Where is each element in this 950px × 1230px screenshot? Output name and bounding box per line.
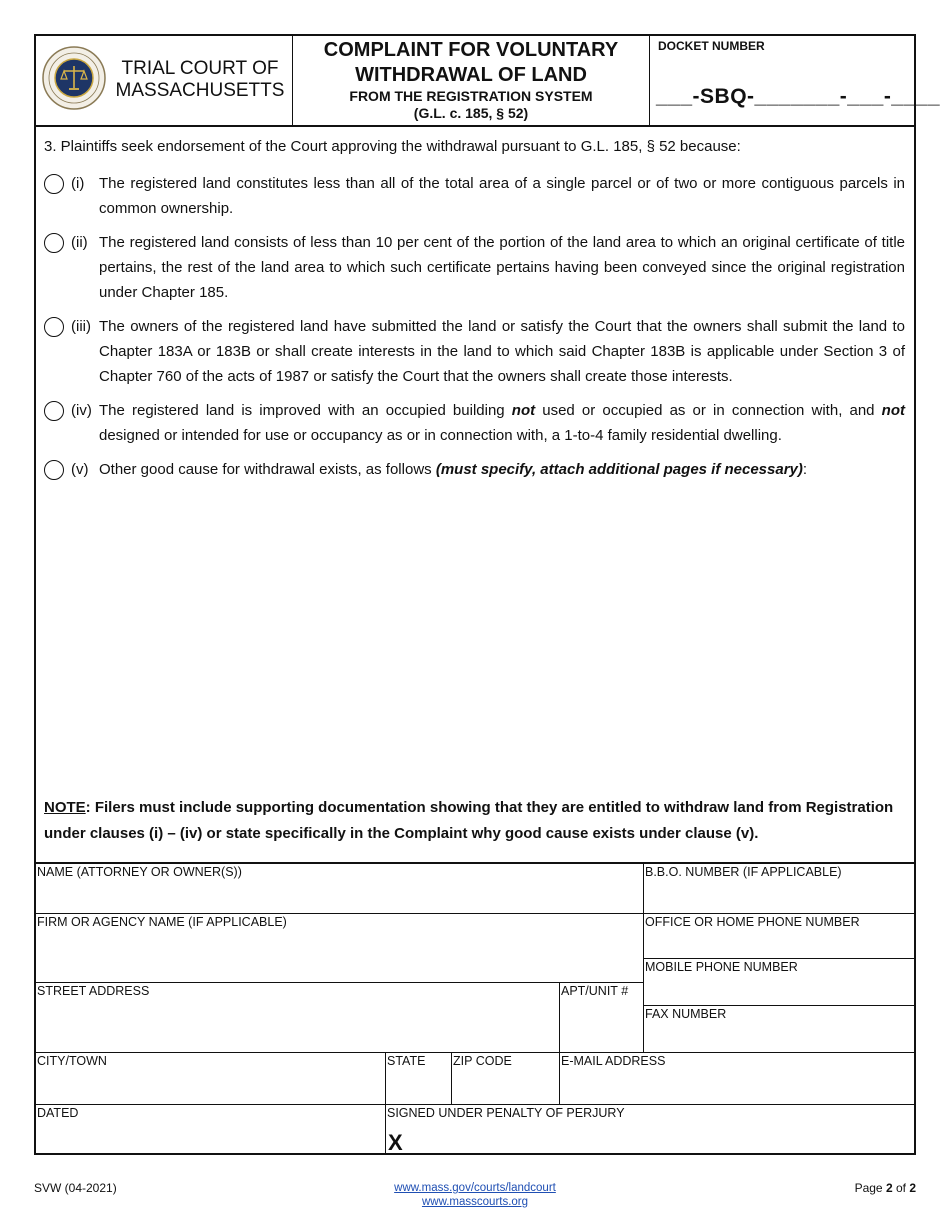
mobile-phone-input[interactable]	[648, 980, 910, 1002]
form-subtitle-line1: FROM THE REGISTRATION SYSTEM	[349, 88, 593, 104]
option-iv-number: (iv)	[71, 402, 92, 419]
city-cell	[36, 1053, 385, 1104]
form-title-line2: WITHDRAWAL OF LAND	[355, 64, 587, 86]
option-v-radio[interactable]	[44, 460, 64, 480]
zip-label: ZIP CODE	[453, 1054, 512, 1068]
bbo-cell	[644, 864, 914, 913]
option-ii-number: (ii)	[71, 234, 88, 251]
street-input[interactable]	[40, 1027, 555, 1049]
zip-cell	[452, 1053, 559, 1104]
fax-label: FAX NUMBER	[645, 1007, 727, 1021]
option-iv-text	[99, 398, 905, 448]
option-v-number: (v)	[71, 461, 89, 478]
page-number	[855, 1181, 916, 1195]
docket-label: DOCKET NUMBER	[658, 39, 765, 53]
mobile-phone-label: MOBILE PHONE NUMBER	[645, 960, 798, 974]
option-ii-radio[interactable]	[44, 233, 64, 253]
office-phone-input[interactable]	[648, 933, 910, 955]
note-text: : Filers must include supporting documentation showing that they are entitled to withdraw land from Registration under clauses (i) – (iv) or state specifically in the Complaint why good cause exists under clause (v).	[44, 799, 894, 842]
firm-label: FIRM OR AGENCY NAME (IF APPLICABLE)	[37, 915, 287, 929]
office-phone-label: OFFICE OR HOME PHONE NUMBER	[645, 915, 860, 929]
name-label: NAME (ATTORNEY OR OWNER(S))	[37, 865, 242, 879]
note-label: NOTE	[44, 799, 86, 816]
street-label: STREET ADDRESS	[37, 984, 150, 998]
fax-cell	[644, 1006, 914, 1052]
zip-input[interactable]	[456, 1079, 555, 1101]
option-v-text-b: :	[802, 461, 808, 478]
option-iii-text: The owners of the registered land have submitted the land or satisfy the Court that the owners shall submit the land to Chapter 183A or 183B or shall create interests in the land to which said Chapter 183B is applicable under Section 3 of Chapter 760 of the acts of 1987 or satisfy the Court that the owners shall create those interests.	[99, 318, 905, 385]
email-input[interactable]	[564, 1079, 910, 1101]
dated-label: DATED	[37, 1106, 79, 1120]
section-3-intro: 3. Plaintiffs seek endorsement of the Court approving the withdrawal pursuant to G.L. 185, § 52 because:	[44, 138, 741, 155]
page-mid: of	[892, 1181, 910, 1195]
filing-note	[44, 795, 910, 847]
dated-input[interactable]	[40, 1130, 381, 1152]
office-phone-cell	[644, 914, 914, 958]
page-total: 2	[909, 1181, 916, 1195]
page-current: 2	[885, 1181, 893, 1195]
form-header	[36, 36, 941, 127]
email-label: E-MAIL ADDRESS	[561, 1054, 666, 1068]
form-subtitle-line2: (G.L. c. 185, § 52)	[413, 105, 529, 121]
court-cell	[36, 36, 293, 125]
mobile-phone-cell	[644, 959, 914, 1005]
firm-input[interactable]	[40, 957, 639, 979]
signature-input[interactable]	[410, 1130, 910, 1152]
page-prefix: Page	[854, 1181, 886, 1195]
option-v-emphasis: (must specify, attach additional pages if necessary)	[435, 461, 803, 478]
option-iv-emphasis-2: not	[881, 402, 905, 419]
court-name: TRIAL COURT OF MASSACHUSETTS	[115, 58, 285, 101]
docket-number-field[interactable]: ___-SBQ-_______-___-____	[656, 85, 941, 108]
apt-label: APT/UNIT #	[561, 984, 629, 998]
signature-x-mark: X	[388, 1130, 403, 1155]
title-cell	[293, 36, 650, 125]
option-v-text-a: Other good cause for withdrawal exists, as follows	[99, 461, 436, 478]
option-ii-text: The registered land consists of less than 10 per cent of the portion of the land area to which an original certificate of title pertains, the rest of the land area to which such certificate pertains having been conveyed since the original registration under Chapter 185.	[99, 234, 905, 301]
form-code: SVW (04-2021)	[34, 1181, 117, 1195]
option-iii-number: (iii)	[71, 318, 91, 335]
street-cell	[36, 983, 559, 1052]
state-input[interactable]	[390, 1079, 447, 1101]
signature-label: SIGNED UNDER PENALTY OF PERJURY	[387, 1106, 625, 1120]
form-frame	[34, 34, 941, 1155]
option-iii-radio[interactable]	[44, 317, 64, 337]
city-label: CITY/TOWN	[37, 1054, 107, 1068]
dated-cell	[36, 1105, 385, 1155]
name-cell	[36, 864, 643, 913]
form-title-line1: COMPLAINT FOR VOLUNTARY	[323, 39, 619, 61]
docket-cell	[650, 36, 941, 125]
footer-links	[350, 1181, 600, 1209]
name-input[interactable]	[40, 888, 639, 910]
option-iv-radio[interactable]	[44, 401, 64, 421]
option-v-text	[99, 457, 905, 482]
option-iv-text-b: used or occupied as or in connection with, and	[535, 402, 882, 419]
apt-input[interactable]	[564, 1027, 639, 1049]
option-i-number: (i)	[71, 175, 85, 192]
signature-cell	[386, 1105, 914, 1155]
filer-info-table	[36, 862, 914, 1155]
bbo-input[interactable]	[648, 888, 910, 910]
city-input[interactable]	[40, 1079, 381, 1101]
email-cell	[560, 1053, 914, 1104]
apt-cell	[560, 983, 643, 1052]
option-iv-emphasis-1: not	[511, 402, 536, 419]
state-label: STATE	[387, 1054, 426, 1068]
masscourts-link[interactable]: www.masscourts.org	[421, 1196, 529, 1208]
option-iv-text-c: designed or intended for use or occupancy as or in connection with, a 1-to-4 family residential dwelling.	[99, 427, 782, 444]
fax-input[interactable]	[648, 1027, 910, 1049]
bbo-label: B.B.O. NUMBER (IF APPLICABLE)	[645, 865, 842, 879]
firm-cell	[36, 914, 643, 982]
landcourt-link[interactable]: www.mass.gov/courts/landcourt	[394, 1182, 556, 1194]
option-iv-text-a: The registered land is improved with an occupied building	[99, 402, 512, 419]
state-cell	[386, 1053, 451, 1104]
option-i-text: The registered land constitutes less than all of the total area of a single parcel or of two or more contiguous parcels in common ownership.	[99, 175, 905, 217]
option-i-radio[interactable]	[44, 174, 64, 194]
court-seal-icon	[42, 46, 106, 110]
